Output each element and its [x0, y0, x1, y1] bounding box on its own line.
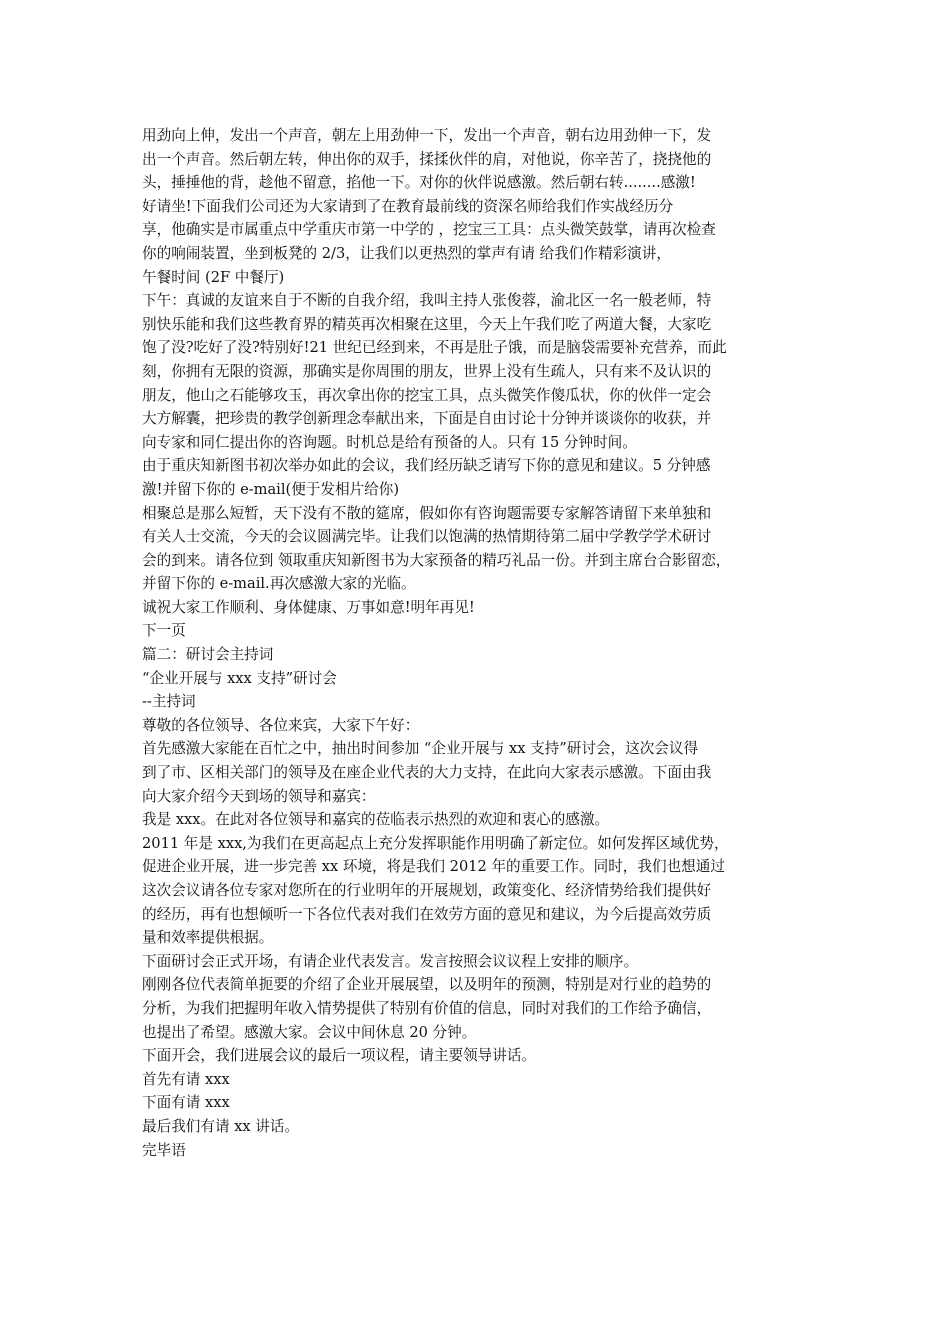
- text-line: 用劲向上伸，发出一个声音，朝左上用劲伸一下，发出一个声音，朝右边用劲伸一下，发: [142, 127, 712, 144]
- text-line: 量和效率提供根据。: [142, 929, 274, 947]
- text-line: 别快乐能和我们这些教育界的精英再次相聚在这里，今天上午我们吃了两道大餐，大家吃: [142, 315, 712, 333]
- text-line: 首先感激大家能在百忙之中，抽出时间参加 “企业开展与 xx 支持”研讨会，这次会议得: [142, 740, 699, 758]
- next-page-label: 下一页: [142, 622, 186, 640]
- text-line: 午餐时间 (2F 中餐厅): [142, 268, 285, 286]
- text-line: 你的响闹装置，坐到板凳的 2/3，让我们以更热烈的掌声有请 给我们作精彩演讲，: [142, 244, 671, 262]
- text-line: 下面研讨会正式开场，有请企业代表发言。发言按照会议议程上安排的顺序。: [142, 952, 639, 970]
- text-line: 尊敬的各位领导、各位来宾，大家下午好：: [142, 716, 420, 734]
- document-body: [142, 124, 822, 1162]
- text-line: 相聚总是那么短暂，天下没有不散的筵席，假如你有咨询题需要专家解答请留下来单独和: [142, 504, 712, 522]
- document-subtitle: --主持词: [142, 693, 196, 711]
- text-line: 诚祝大家工作顺利、身体健康、万事如意!明年再见!: [142, 598, 475, 616]
- text-line: 享，他确实是市属重点中学重庆市第一中学的 ，挖宝三工具：点头微笑鼓掌，请再次检查: [142, 221, 716, 239]
- text-line: 出一个声音。然后朝左转，伸出你的双手，揉揉伙伴的肩，对他说，你辛苦了，挠挠他的: [142, 150, 712, 168]
- text-line: 好请坐!下面我们公司还为大家请到了在教育最前线的资深名师给我们作实战经历分: [142, 197, 674, 215]
- text-line: 饱了没?吃好了没?特别好!21 世纪已经到来，不再是肚子饿，而是脑袋需要补充营养，而此: [142, 339, 727, 357]
- text-line: 大方解囊，把珍贵的教学创新理念奉献出来，下面是自由讨论十分钟并谈谈你的收获，并: [142, 410, 712, 428]
- text-line: 2011 年是 xxx,为我们在更高起点上充分发挥职能作用明确了新定位。如何发挥区域优势，: [142, 834, 729, 852]
- text-line: 由于重庆知新图书初次举办如此的会议，我们经历缺乏请写下你的意见和建议。5 分钟感: [142, 457, 711, 475]
- closing-heading: 完毕语: [142, 1141, 186, 1159]
- text-line: 头，捶捶他的背，趁他不留意，掐他一下。对你的伙伴说感激。然后朝右转........感激!: [142, 174, 696, 192]
- text-line: 朋友，他山之石能够攻玉，再次拿出你的挖宝工具，点头微笑作傻瓜状，你的伙伴一定会: [142, 386, 712, 404]
- text-line: 下面有请 xxx: [142, 1094, 230, 1112]
- text-line: 下面开会，我们进展会议的最后一项议程，请主要领导讲话。: [142, 1047, 537, 1065]
- text-line: 刚刚各位代表简单扼要的介绍了企业开展展望，以及明年的预测，特别是对行业的趋势的: [142, 976, 712, 994]
- text-line: 促进企业开展，进一步完善 xx 环境，将是我们 2012 年的重要工作。同时，我们也想通过: [142, 858, 725, 876]
- section-heading: 篇二：研讨会主持词: [142, 646, 274, 664]
- text-line: 分析，为我们把握明年收入情势提供了特别有价值的信息，同时对我们的工作给予确信，: [142, 999, 712, 1017]
- text-line: 向大家介绍今天到场的领导和嘉宾：: [142, 787, 376, 805]
- text-line: 并留下你的 e-mail.再次感激大家的光临。: [142, 575, 416, 593]
- text-line: 下午：真诚的友谊来自于不断的自我介绍，我叫主持人张俊蓉，渝北区一名一般老师，特: [142, 292, 712, 310]
- text-line: 的经历，再有也想倾听一下各位代表对我们在效劳方面的意见和建议，为今后提高效劳质: [142, 905, 712, 923]
- text-line: 到了市、区相关部门的领导及在座企业代表的大力支持，在此向大家表示感激。下面由我: [142, 764, 712, 782]
- text-line: 我是 xxx。在此对各位领导和嘉宾的莅临表示热烈的欢迎和衷心的感激。: [142, 811, 610, 829]
- text-line: 有关人士交流，今天的会议圆满完毕。让我们以饱满的热情期待第二届中学教学学术研讨: [142, 528, 712, 546]
- text-line: 也提出了希望。感激大家。会议中间休息 20 分钟。: [142, 1023, 477, 1041]
- text-line: 激!并留下你的 e-mail(便于发相片给你): [142, 480, 400, 498]
- text-line: 会的到来。请各位到 领取重庆知新图书为大家预备的精巧礼品一份。并到主席台合影留恋，: [142, 551, 731, 569]
- text-line: 最后我们有请 xx 讲话。: [142, 1117, 300, 1135]
- text-line: 这次会议请各位专家对您所在的行业明年的开展规划，政策变化、经济情势给我们提供好: [142, 882, 712, 899]
- text-line: 首先有请 xxx: [142, 1070, 230, 1088]
- text-line: 刻，你拥有无限的资源，那确实是你周围的朋友，世界上没有生疏人，只有来不及认识的: [142, 362, 712, 380]
- text-line: 向专家和同仁提出你的咨询题。时机总是给有预备的人。只有 15 分钟时间。: [142, 433, 637, 451]
- document-title: “企业开展与 xxx 支持”研讨会: [142, 669, 337, 687]
